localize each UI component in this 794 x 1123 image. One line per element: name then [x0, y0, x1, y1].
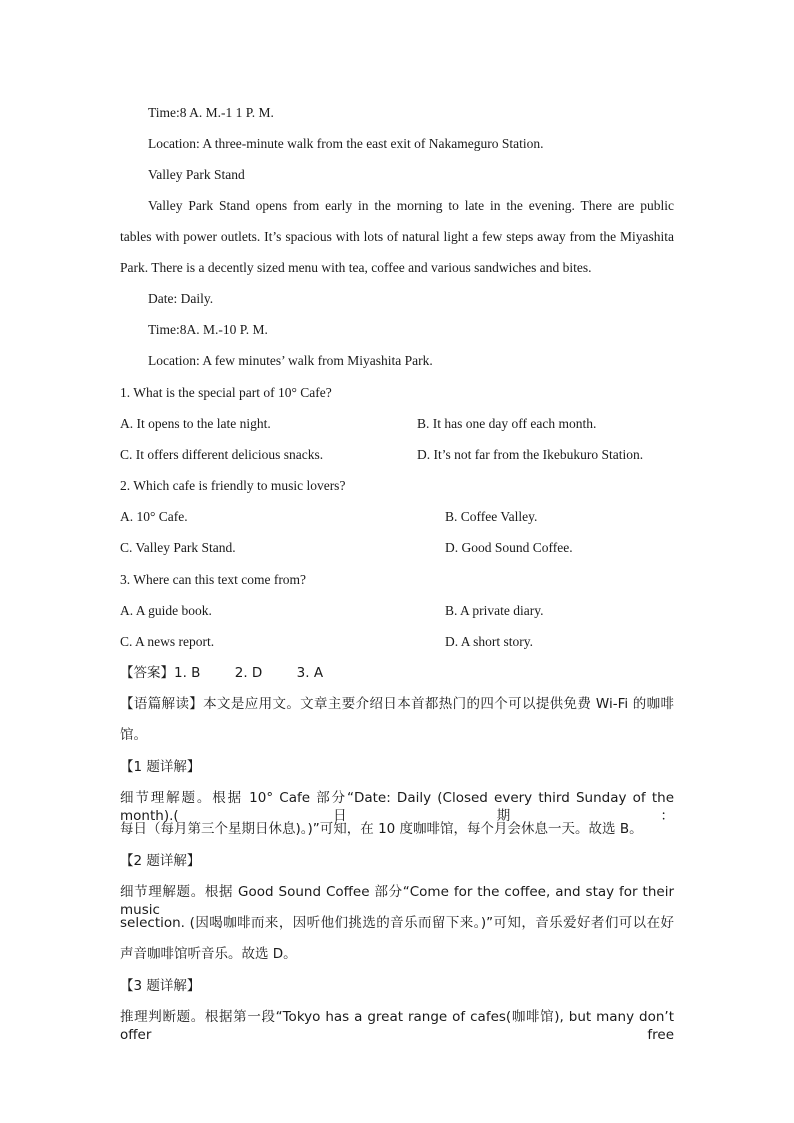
question-2-stem: 2. Which cafe is friendly to music lovers? [120, 478, 346, 493]
paragraph-line-1: Valley Park Stand opens from early in the morning to late in the evening. There are public [148, 198, 674, 213]
detail-3-line-1: 推理判断题。根据第一段“Tokyo has a great range of cafes(咖啡馆), but many don’t offer free [120, 1009, 674, 1043]
question-1-option-c: C. It offers different delicious snacks. [120, 447, 324, 462]
section-heading: Valley Park Stand [148, 167, 245, 182]
location-line-2: Location: A few minutes’ walk from Miyashita Park. [148, 353, 433, 368]
detail-2-line-1: 细节理解题。根据 Good Sound Coffee 部分“Come for the coffee, and stay for their music [120, 884, 674, 918]
question-2-option-a: A. 10° Cafe. [120, 509, 188, 524]
question-2-option-b: B. Coffee Valley. [445, 509, 538, 524]
question-3-option-a: A. A guide book. [120, 603, 212, 618]
question-1-option-b: B. It has one day off each month. [417, 416, 597, 431]
interpretation-line-2: 馆。 [120, 727, 147, 743]
question-3-option-c: C. A news report. [120, 634, 215, 649]
detail-1-heading: 【1 题详解】 [120, 759, 201, 775]
detail-1-line-1: 细节理解题。根据 10° Cafe 部分“Date: Daily (Closed every third Sunday of the month).( 日期： [120, 790, 674, 824]
detail-3-heading: 【3 题详解】 [120, 978, 201, 994]
time-line-2: Time:8A. M.-10 P. M. [148, 322, 268, 337]
detail-2-line-2: selection. (因喝咖啡而来，因听他们挑选的音乐而留下来。)”可知，音乐爱好者们可以在好 [120, 915, 674, 931]
answer-key: 【答案】1. B 2. D 3. A [120, 665, 324, 681]
question-1-option-d: D. It’s not far from the Ikebukuro Station. [417, 447, 644, 462]
question-3-option-d: D. A short story. [445, 634, 534, 649]
question-2-option-d: D. Good Sound Coffee. [445, 540, 573, 555]
question-3-stem: 3. Where can this text come from? [120, 572, 307, 587]
date-line: Date: Daily. [148, 291, 214, 306]
detail-2-heading: 【2 题详解】 [120, 853, 201, 869]
question-3-option-b: B. A private diary. [445, 603, 544, 618]
interpretation-line-1: 【语篇解读】本文是应用文。文章主要介绍日本首都热门的四个可以提供免费 Wi-Fi 的咖啡 [120, 696, 674, 712]
question-1-option-a: A. It opens to the late night. [120, 416, 271, 431]
question-1-stem: 1. What is the special part of 10° Cafe? [120, 385, 332, 400]
paragraph-line-2: tables with power outlets. It’s spacious with lots of natural light a few steps away from the Miyashita [120, 229, 674, 244]
time-line-1: Time:8 A. M.-1 1 P. M. [148, 105, 274, 120]
detail-1-line-2: 每日（每月第三个星期日休息)。)”可知，在 10 度咖啡馆，每个月会休息一天。故选 B。 [120, 821, 643, 837]
location-line-1: Location: A three-minute walk from the east exit of Nakameguro Station. [148, 136, 544, 151]
paragraph-line-3: Park. There is a decently sized menu with tea, coffee and various sandwiches and bites. [120, 260, 592, 275]
detail-2-line-3: 声音咖啡馆听音乐。故选 D。 [120, 946, 297, 962]
question-2-option-c: C. Valley Park Stand. [120, 540, 236, 555]
